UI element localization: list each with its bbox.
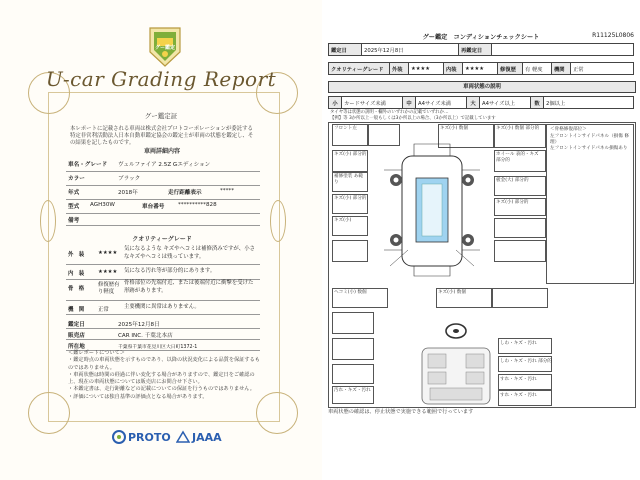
size-large: 大 (467, 97, 480, 109)
quality-frame-label: 骨 格 (68, 286, 85, 292)
label-16: すれ・キズ・汚れ (500, 377, 537, 382)
vehicle-color-row (66, 171, 260, 186)
engine-label: 機関 (552, 63, 571, 75)
interior-label: 内装 (444, 63, 463, 75)
note-item: ・本鑑定書は、走行距離などの記載についての保証を行うものではありません。 (68, 386, 255, 393)
quality-interior-stars: ★★★★ (98, 269, 118, 275)
quality-frame-row (66, 280, 260, 301)
vehicle-color-value: ブラック (118, 176, 141, 182)
size-legend-table (328, 96, 634, 109)
vehicle-year-row (66, 185, 260, 200)
sheet-title: グー鑑定 コンディションチェックシート (422, 34, 540, 41)
diagram-box (492, 288, 548, 308)
date-value: 2025年12月8日 (362, 44, 459, 56)
intro-text: 本レポートに記載される車両は株式会社プロトコーポレーションが委託する特定非営利活動法人日本自動車鑑定協会の鑑定士が車両の状態を鑑定し、その結果を記したものです。 (70, 126, 254, 147)
label-3: キズ(小) 数個 部分的 (496, 126, 540, 131)
logos (112, 428, 232, 446)
mileage-label: 走行距離表示 (168, 190, 202, 196)
issue-date-value: 2025年12月8日 (118, 322, 160, 328)
steering-wheel-icon (444, 322, 468, 340)
side-title: ＜骨格修復部位＞ (550, 127, 587, 132)
label-8: キズ(小) 部分的 (334, 196, 367, 201)
side-text-1: 左フロントインサイドパネル（損傷 修理） (550, 134, 629, 145)
ornament-left (40, 200, 56, 242)
condition-check-sheet (322, 0, 640, 480)
diagram-box (332, 240, 368, 262)
car-top-view-diagram (370, 140, 494, 280)
date-table (328, 43, 634, 56)
label-10: キズ(小) (334, 218, 352, 223)
size-medium: 中 (403, 97, 416, 109)
quality-section-title: クオリティーグレード (132, 236, 192, 243)
size-large-desc: A4サイズ以上 (480, 97, 531, 109)
interior-stars: ★★★★ (463, 63, 498, 75)
diagram-box (332, 364, 374, 384)
legend-text-2: 【例】等 3か所以上一般もしくは3か所以上の場合、（3か所以上）で記載しています (330, 116, 496, 121)
legend-text: タイヤ等は状態の説明・欄外のいずれかの記載でいずれか… (330, 110, 449, 115)
diagram-box (494, 218, 546, 238)
label-2: キズ(小) 数個 (440, 126, 468, 131)
quality-exterior-stars: ★★★★ (98, 250, 118, 256)
quality-frame-text: 骨格部位の先端付近、または後端付近に衝撃を受けた形跡があります。 (124, 280, 254, 294)
label-13: 汚れ・キズ・汚れ (334, 388, 371, 393)
interior-seat-diagram (416, 344, 496, 406)
report-title: U-car Grading Report (45, 67, 277, 91)
jaaa-logo-icon (176, 430, 190, 444)
vehicle-model-value: AGH30W (90, 202, 115, 208)
exterior-label: 外装 (390, 63, 409, 75)
diagram-box (494, 240, 546, 262)
notes-title: ＜鑑レポートについて＞ (68, 350, 125, 356)
ornament-right (270, 200, 286, 242)
certificate-notes (68, 350, 264, 401)
badge-label: グー鑑定 (154, 45, 175, 51)
sheet-footnote: 車両状態の確認は、停止状態で実施できる範囲で行っています (328, 409, 474, 415)
side-text-2: 左フロントインサイドパネル損傷あり (550, 146, 628, 151)
quality-interior-label: 内 装 (68, 271, 85, 277)
proto-logo-text: PROTO (128, 431, 171, 444)
quality-exterior-text: 気になるような キズやヘコミは補修済みですが、小さなキズやヘコミは残っています。 (124, 246, 255, 260)
size-small: 小 (329, 97, 342, 109)
label-5: ホイール 表的・キズ 部分的 (496, 152, 539, 163)
quality-interior-text: 気になる汚れ等が部分的にあります。 (124, 268, 216, 274)
count-label: 数 (531, 97, 544, 109)
dealer-label: 販売店 (68, 333, 85, 339)
label-7: 板金(大) 部分的 (496, 178, 529, 183)
vehicle-color-label: カラー (68, 176, 85, 182)
document-number: R11125L0806 (592, 32, 634, 39)
quality-exterior-label: 外 装 (68, 252, 85, 258)
recert-label: 再鑑定日 (459, 44, 492, 56)
vehicle-name-label: 車名・グレード (68, 162, 108, 168)
dealer-value: CAR INC. 千葉北本店 (118, 333, 173, 339)
quality-grade-label: クオリティーグレード (329, 63, 390, 75)
note-item: ・車両状態は時間の経過に伴い変化する場合がありますので、鑑定日をご確認の上、現在の車両状態については販売店にお問合せ下さい。 (68, 371, 255, 386)
ornament-bottom-left (28, 392, 70, 434)
address-value: 千葉県千葉市花見川区大日町1372-1 (118, 345, 198, 350)
size-small-desc: カードサイズ未満 (342, 97, 403, 109)
quality-interior-row (66, 265, 260, 280)
note-item: ・鑑定時点の車両状態を示すものであり、以降の状況変化による品質を保証するものではありません。 (68, 357, 260, 371)
size-medium-desc: A4サイズ未満 (416, 97, 467, 109)
chassis-label: 車台番号 (142, 204, 165, 210)
remarks-row (66, 213, 260, 226)
diagram-box (332, 312, 374, 334)
label-front-left: フロント左 (334, 126, 357, 131)
certificate-subtitle: グー鑑定証 (144, 112, 178, 120)
quality-engine-text: 主要機関に異常はありません。 (124, 304, 200, 310)
label-15: しわ・キズ・汚れ 部分的 (500, 359, 552, 364)
label-4: キズ(小) 部分的 (334, 152, 367, 157)
note-item: ・評価については独自基準の評価点となる場合があります。 (68, 393, 208, 400)
address-label: 所在地 (68, 344, 85, 350)
remarks-label: 備考 (68, 218, 80, 224)
repair-label: 修復歴 (498, 63, 523, 75)
vehicle-name-row (66, 157, 260, 172)
label-9: キズ(小) 部分的 (496, 200, 529, 205)
quality-engine-row (66, 301, 260, 315)
quality-engine-label: 機 関 (68, 307, 85, 313)
vehicle-model-label: 型式 (68, 204, 80, 210)
date-label: 鑑定日 (329, 44, 362, 56)
label-12: キズ(小) 数個 (438, 290, 466, 295)
vehicle-name-value: ヴェルファイア 2.5Z Gエディション (118, 162, 211, 168)
jaaa-logo-text: JAAA (192, 431, 222, 444)
repair-value: 有 軽度 (523, 63, 552, 75)
vehicle-model-row (66, 199, 260, 214)
issue-date-label: 鑑定日 (68, 322, 85, 328)
label-17: すれ・キズ・汚れ (500, 393, 537, 398)
engine-value: 正常 (571, 63, 634, 75)
condition-title: 車両状態の説明 (328, 81, 636, 93)
label-14: しわ・キズ・汚れ (500, 341, 537, 346)
vehicle-year-value: 2018年 (118, 190, 138, 196)
recert-value (492, 44, 634, 56)
vehicle-section-title: 車両詳細内容 (143, 148, 180, 155)
proto-logo-icon (112, 430, 126, 444)
diagram-box (332, 338, 374, 360)
quality-engine-stars: 正常 (98, 307, 109, 313)
quality-grade-table (328, 62, 634, 75)
vehicle-year-label: 年式 (68, 190, 80, 196)
quality-frame-stars: 修復歴有り軽度 (98, 282, 120, 295)
quality-exterior-row (66, 246, 260, 265)
label-11: ヘコミ(小) 数個 (334, 290, 367, 295)
label-6: 補修塗装 あ範り (334, 174, 364, 185)
mileage-value: ***** (220, 188, 234, 194)
exterior-stars: ★★★★ (409, 63, 444, 75)
count-value: 2個以上 (544, 97, 634, 109)
chassis-value: **********828 (178, 202, 217, 208)
